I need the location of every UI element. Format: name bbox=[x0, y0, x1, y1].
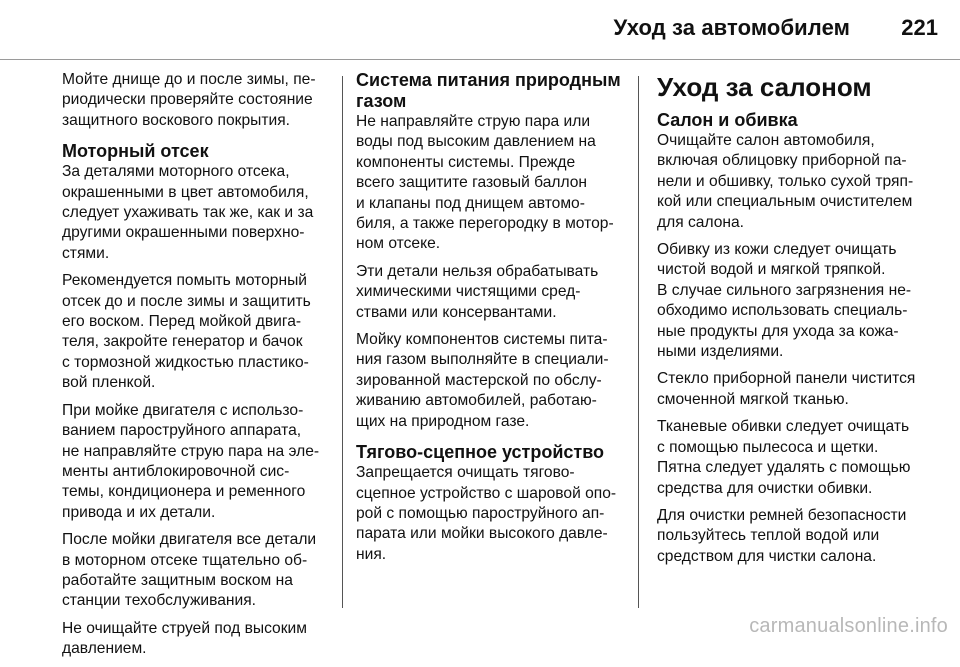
text-line: ствами или консервантами. bbox=[356, 303, 557, 321]
column-divider-1 bbox=[342, 76, 343, 608]
text-line: чистой водой и мягкой тряпкой. bbox=[657, 261, 886, 279]
text-line: ния. bbox=[356, 545, 387, 563]
text-line: Обивку из кожи следует очищать bbox=[657, 241, 897, 259]
watermark: carmanualsonline.info bbox=[749, 615, 948, 637]
paragraph bbox=[356, 463, 624, 565]
main-heading-interior-care: Уход за салоном bbox=[657, 72, 872, 102]
text-line: Мойку компонентов системы пита- bbox=[356, 331, 608, 349]
text-line: ном отсеке. bbox=[356, 235, 441, 253]
text-line: газом bbox=[356, 91, 407, 111]
text-line: ванием пароструйного аппарата, bbox=[62, 422, 302, 440]
paragraph bbox=[62, 401, 337, 523]
text-line: его воском. Перед мойкой двига- bbox=[62, 313, 302, 331]
text-line: работайте защитным воском на bbox=[62, 571, 293, 589]
column-1 bbox=[62, 70, 337, 667]
text-line: За деталями моторного отсека, bbox=[62, 163, 290, 181]
text-line: с тормозной жидкостью пластико- bbox=[62, 353, 309, 371]
text-line: для салона. bbox=[657, 213, 745, 231]
text-line: станции техобслуживания. bbox=[62, 592, 256, 610]
paragraph bbox=[356, 112, 624, 255]
text-line: парата или мойки высокого давле- bbox=[356, 525, 608, 543]
text-line: следует ухаживать так же, как и за bbox=[62, 204, 314, 222]
text-line: зированной мастерской по обслу- bbox=[356, 371, 602, 389]
header-rule bbox=[0, 59, 960, 60]
text-line: смоченной мягкой тканью. bbox=[657, 390, 849, 408]
text-line: Для очистки ремней безопасности bbox=[657, 506, 907, 524]
text-line: кой или специальным очистителем bbox=[657, 193, 913, 211]
text-line: стями. bbox=[62, 244, 110, 262]
text-line: защитного воскового покрытия. bbox=[62, 111, 290, 129]
text-line: средством для чистки салона. bbox=[657, 547, 877, 565]
text-line: и клапаны под днищем автомо- bbox=[356, 194, 585, 212]
text-line: Пятна следует удалять с помощью bbox=[657, 459, 911, 477]
text-line: вой пленкой. bbox=[62, 374, 156, 392]
text-line: ные продукты для ухода за кожа- bbox=[657, 322, 899, 340]
text-line: включая облицовку приборной па- bbox=[657, 152, 907, 170]
column-divider-2 bbox=[638, 76, 639, 608]
text-line: Эти детали нельзя обрабатывать bbox=[356, 262, 599, 280]
paragraph bbox=[62, 271, 337, 393]
paragraph bbox=[657, 506, 952, 567]
text-line: сцепное устройство с шаровой опо- bbox=[356, 484, 617, 502]
text-line: воды под высоким давлением на bbox=[356, 133, 596, 151]
text-line: При мойке двигателя с использо- bbox=[62, 401, 304, 419]
paragraph bbox=[657, 240, 952, 362]
text-line: не направляйте струю пара на эле- bbox=[62, 442, 320, 460]
text-line: Мойте днище до и после зимы, пе- bbox=[62, 71, 316, 88]
text-line: Рекомендуется помыть моторный bbox=[62, 272, 308, 290]
text-line: Запрещается очищать тягово- bbox=[356, 464, 575, 482]
text-line: менты антиблокировочной сис- bbox=[62, 462, 290, 480]
text-line: ными изделиями. bbox=[657, 343, 784, 361]
text-line: давлением. bbox=[62, 640, 147, 658]
text-line: Не очищайте струей под высоким bbox=[62, 619, 307, 637]
text-line: пользуйтесь теплой водой или bbox=[657, 527, 880, 545]
text-line: ния газом выполняйте в специали- bbox=[356, 351, 609, 369]
paragraph bbox=[62, 530, 337, 612]
text-line: теля, закройте генератор и бачок bbox=[62, 333, 303, 351]
paragraph bbox=[657, 417, 952, 499]
text-line: средства для очистки обивки. bbox=[657, 479, 873, 497]
text-line: Очищайте салон автомобиля, bbox=[657, 132, 875, 149]
text-line: окрашенными в цвет автомобиля, bbox=[62, 183, 309, 201]
paragraph bbox=[62, 162, 337, 264]
section-heading-engine-bay: Моторный отсек bbox=[62, 141, 209, 162]
column-2 bbox=[356, 70, 624, 572]
text-line: компоненты системы. Прежде bbox=[356, 153, 576, 171]
text-line: нели и обшивку, только сухой тряп- bbox=[657, 172, 914, 190]
paragraph bbox=[657, 131, 952, 233]
section-heading-towing: Тягово-сцепное устройство bbox=[356, 442, 605, 463]
text-line: Тканевые обивки следует очищать bbox=[657, 418, 910, 436]
text-line: в моторном отсеке тщательно об- bbox=[62, 551, 308, 569]
paragraph bbox=[356, 330, 624, 432]
text-line: После мойки двигателя все детали bbox=[62, 531, 317, 549]
paragraph bbox=[62, 619, 337, 660]
page-header bbox=[0, 0, 960, 52]
text-line: отсек до и после зимы и защитить bbox=[62, 292, 311, 310]
text-line: биля, а также перегородку в мотор- bbox=[356, 215, 614, 233]
text-line: живанию автомобилей, работаю- bbox=[356, 392, 597, 410]
text-line: с помощью пылесоса и щетки. bbox=[657, 438, 879, 456]
text-line: темы, кондиционера и ременного bbox=[62, 483, 306, 501]
chapter-title: Уход за автомобилем bbox=[613, 15, 850, 40]
text-line: В случае сильного загрязнения не- bbox=[657, 281, 912, 299]
text-line: всего защитите газовый баллон bbox=[356, 174, 588, 192]
page-number: 221 bbox=[901, 15, 938, 40]
text-line: химическими чистящими сред- bbox=[356, 283, 581, 301]
intro-paragraph bbox=[62, 70, 337, 131]
text-line: риодически проверяйте состояние bbox=[62, 91, 313, 109]
text-line: Стекло приборной панели чистится bbox=[657, 370, 916, 388]
text-line: обходимо использовать специаль- bbox=[657, 302, 908, 320]
text-line: другими окрашенными поверхно- bbox=[62, 224, 305, 242]
paragraph bbox=[657, 369, 952, 410]
section-heading-gas-system bbox=[356, 70, 624, 112]
section-heading-interior: Салон и обивка bbox=[657, 110, 798, 130]
text-line: щих на природном газе. bbox=[356, 412, 530, 430]
text-line: Система питания природным bbox=[356, 70, 621, 90]
text-line: рой с помощью пароструйного ап- bbox=[356, 504, 605, 522]
paragraph bbox=[356, 262, 624, 323]
text-line: Не направляйте струю пара или bbox=[356, 113, 591, 130]
text-line: привода и их детали. bbox=[62, 503, 216, 521]
column-3 bbox=[657, 70, 952, 574]
